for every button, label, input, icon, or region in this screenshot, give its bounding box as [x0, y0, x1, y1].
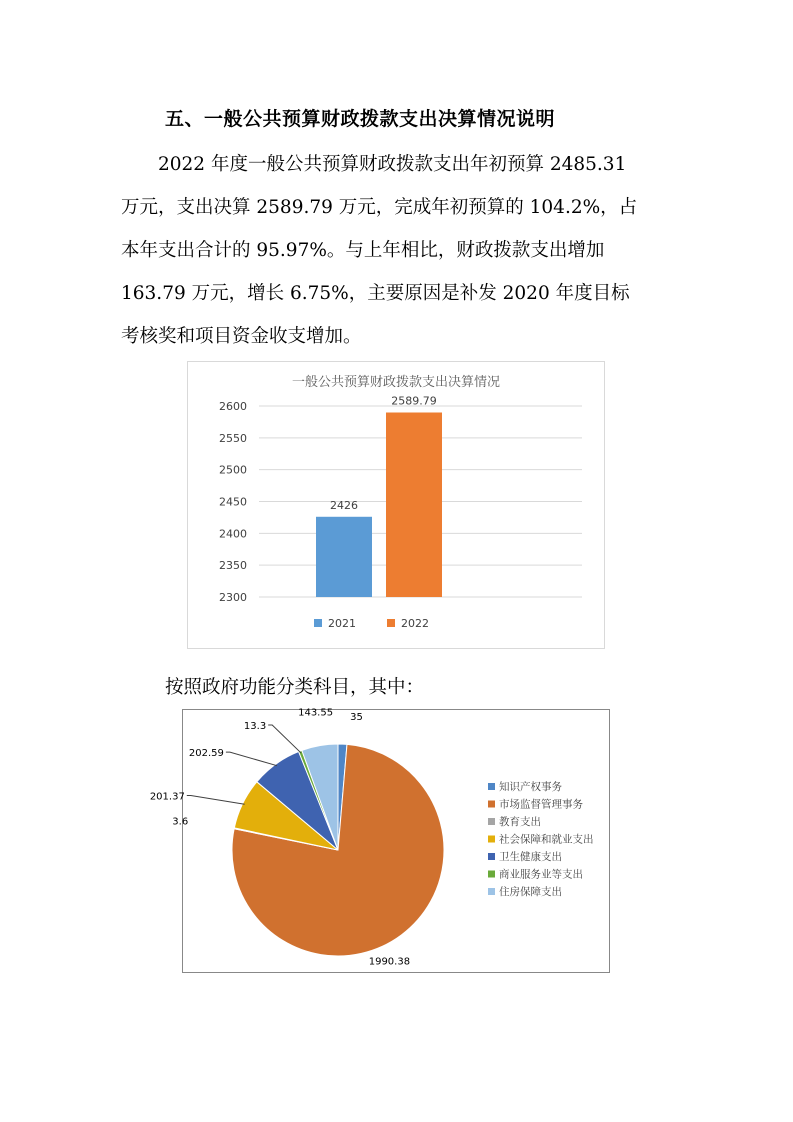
y-tick-label: 2500 [219, 463, 247, 477]
paragraph-line: 考核奖和项目资金收支增加。 [121, 326, 362, 347]
legend-label: 社会保障和就业支出 [499, 833, 594, 846]
y-tick-label: 2600 [219, 400, 247, 413]
paragraph-line: 163.79 万元，增长 6.75%，主要原因是补发 2020 年度目标 [121, 283, 630, 304]
pie-chart-frame [149, 707, 610, 973]
legend-label: 2021 [328, 617, 356, 630]
legend-label: 商业服务业等支出 [499, 868, 583, 881]
bar-chart-frame [187, 361, 605, 649]
pie-chart [149, 707, 609, 972]
slice-label: 13.3 [243, 721, 267, 732]
section-heading: 五、一般公共预算财政拨款支出决算情况说明 [165, 108, 556, 130]
data-label: 2426 [330, 498, 358, 512]
data-label: 2589.79 [391, 394, 437, 408]
slice-label: 35 [350, 712, 363, 724]
legend-label: 卫生健康支出 [499, 851, 562, 863]
slice-label: 143.55 [298, 707, 334, 719]
legend-swatch [488, 783, 495, 790]
leader-line [268, 725, 301, 753]
legend-swatch [387, 619, 395, 627]
legend-swatch [488, 836, 495, 843]
legend-label: 知识产权事务 [499, 781, 562, 793]
legend-label: 2022 [401, 617, 429, 630]
slice-label: 201.37 [149, 791, 185, 803]
body-paragraph [121, 143, 681, 358]
leader-line [187, 796, 245, 805]
legend-swatch [488, 871, 495, 878]
legend-label: 市场监督管理事务 [499, 798, 583, 811]
legend-label: 住房保障支出 [499, 886, 562, 898]
bar-chart [188, 362, 604, 648]
leader-line [226, 752, 277, 766]
y-tick-label: 2550 [219, 431, 247, 445]
legend-swatch [488, 853, 495, 860]
slice-label: 202.59 [188, 748, 224, 760]
paragraph-line: 本年支出合计的 95.97%。与上年相比，财政拨款支出增加 [121, 240, 605, 261]
slice-label: 3.6 [172, 816, 189, 828]
y-tick-label: 2450 [219, 495, 247, 509]
legend-swatch [314, 619, 322, 627]
bar-2022 [386, 413, 442, 597]
y-tick-label: 2350 [219, 559, 247, 573]
y-tick-label: 2300 [219, 591, 247, 604]
legend-label: 教育支出 [499, 816, 541, 828]
legend-swatch [488, 888, 495, 895]
y-tick-label: 2400 [219, 527, 247, 541]
slice-label: 1990.38 [368, 956, 411, 968]
chart-title: 一般公共预算财政拨款支出决算情况 [291, 375, 501, 390]
bar-2021 [316, 517, 372, 597]
paragraph-line: 万元，支出决算 2589.79 万元，完成年初预算的 104.2%，占 [121, 197, 638, 218]
paragraph-line: 2022 年度一般公共预算财政拨款支出年初预算 2485.31 [158, 154, 627, 175]
legend-swatch [488, 818, 495, 825]
sub-heading: 按照政府功能分类科目，其中： [165, 677, 425, 698]
legend-swatch [488, 801, 495, 808]
